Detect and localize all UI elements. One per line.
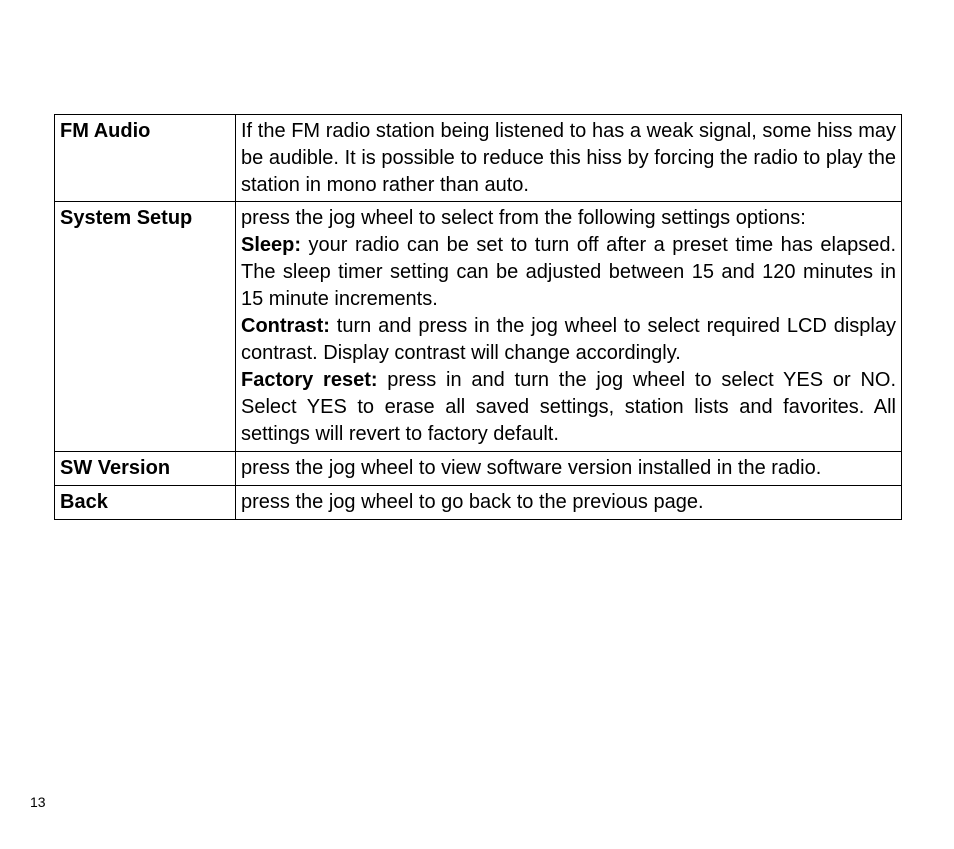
description-text: turn and press in the jog wheel to select required LCD display contrast. Display contrast will change accordingly.	[241, 315, 896, 364]
table-row-sw-version	[55, 452, 902, 486]
description-paragraph	[241, 118, 896, 199]
table-row-system-setup	[55, 202, 902, 452]
option-label-sleep: Sleep:	[241, 234, 302, 256]
description-cell	[236, 202, 902, 452]
description-text: press in and turn the jog wheel to select YES or NO. Select YES to erase all saved settings, station lists and favorites. All settings will revert to factory default.	[241, 369, 896, 445]
description-text: If the FM radio station being listened to has a weak signal, some hiss may be audible. It is possible to reduce this hiss by forcing the radio to play the station in mono rather than auto.	[241, 120, 896, 196]
term-cell: Back	[55, 486, 236, 520]
description-cell	[236, 486, 902, 520]
table-row-fm-audio	[55, 115, 902, 202]
page-number: 13	[30, 794, 46, 810]
description-paragraph-factory-reset	[241, 367, 896, 448]
description-text: press the jog wheel to view software version installed in the radio.	[241, 457, 822, 479]
description-text: press the jog wheel to select from the following settings options:	[241, 207, 806, 229]
description-paragraph	[241, 205, 896, 232]
term-cell: System Setup	[55, 202, 236, 452]
description-paragraph-contrast	[241, 313, 896, 367]
description-cell	[236, 452, 902, 486]
description-cell	[236, 115, 902, 202]
description-text: your radio can be set to turn off after a preset time has elapsed. The sleep timer setting can be adjusted between 15 and 120 minutes in 15 minute increments.	[241, 234, 896, 310]
settings-table	[54, 114, 902, 520]
option-label-contrast: Contrast:	[241, 315, 330, 337]
description-text: press the jog wheel to go back to the previous page.	[241, 491, 704, 513]
description-paragraph-sleep	[241, 232, 896, 313]
term-cell: SW Version	[55, 452, 236, 486]
term-cell: FM Audio	[55, 115, 236, 202]
description-paragraph	[241, 455, 896, 482]
table-row-back	[55, 486, 902, 520]
description-paragraph	[241, 489, 896, 516]
option-label-factory-reset: Factory reset:	[241, 369, 378, 391]
